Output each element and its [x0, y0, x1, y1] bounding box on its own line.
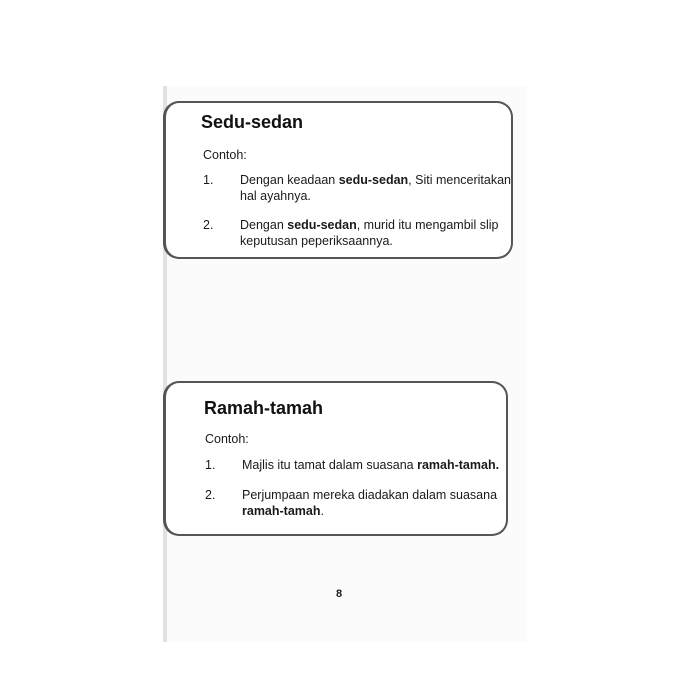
example-sentence: Dengan sedu-sedan, murid itu mengambil slip keputusan peperiksaannya. [240, 218, 499, 248]
card-title: Ramah-tamah [204, 398, 324, 418]
card-sedu-sedan [163, 101, 513, 259]
example-sentence: Dengan keadaan sedu-sedan, Siti menceritakan hal ayahnya. [240, 173, 511, 203]
card-title: Sedu-sedan [201, 112, 304, 132]
item-number: 1. [203, 173, 214, 187]
example-sentence: Majlis itu tamat dalam suasana ramah-tamah. [242, 458, 500, 472]
card-ramah-tamah [163, 381, 508, 536]
example-label: Contoh: [203, 148, 247, 162]
example-sentence: Perjumpaan mereka diadakan dalam suasana ramah-tamah. [242, 488, 498, 518]
item-number: 1. [205, 458, 216, 472]
example-label: Contoh: [205, 432, 249, 446]
item-number: 2. [203, 218, 214, 232]
page-number: 8 [336, 588, 343, 600]
item-number: 2. [205, 488, 216, 502]
